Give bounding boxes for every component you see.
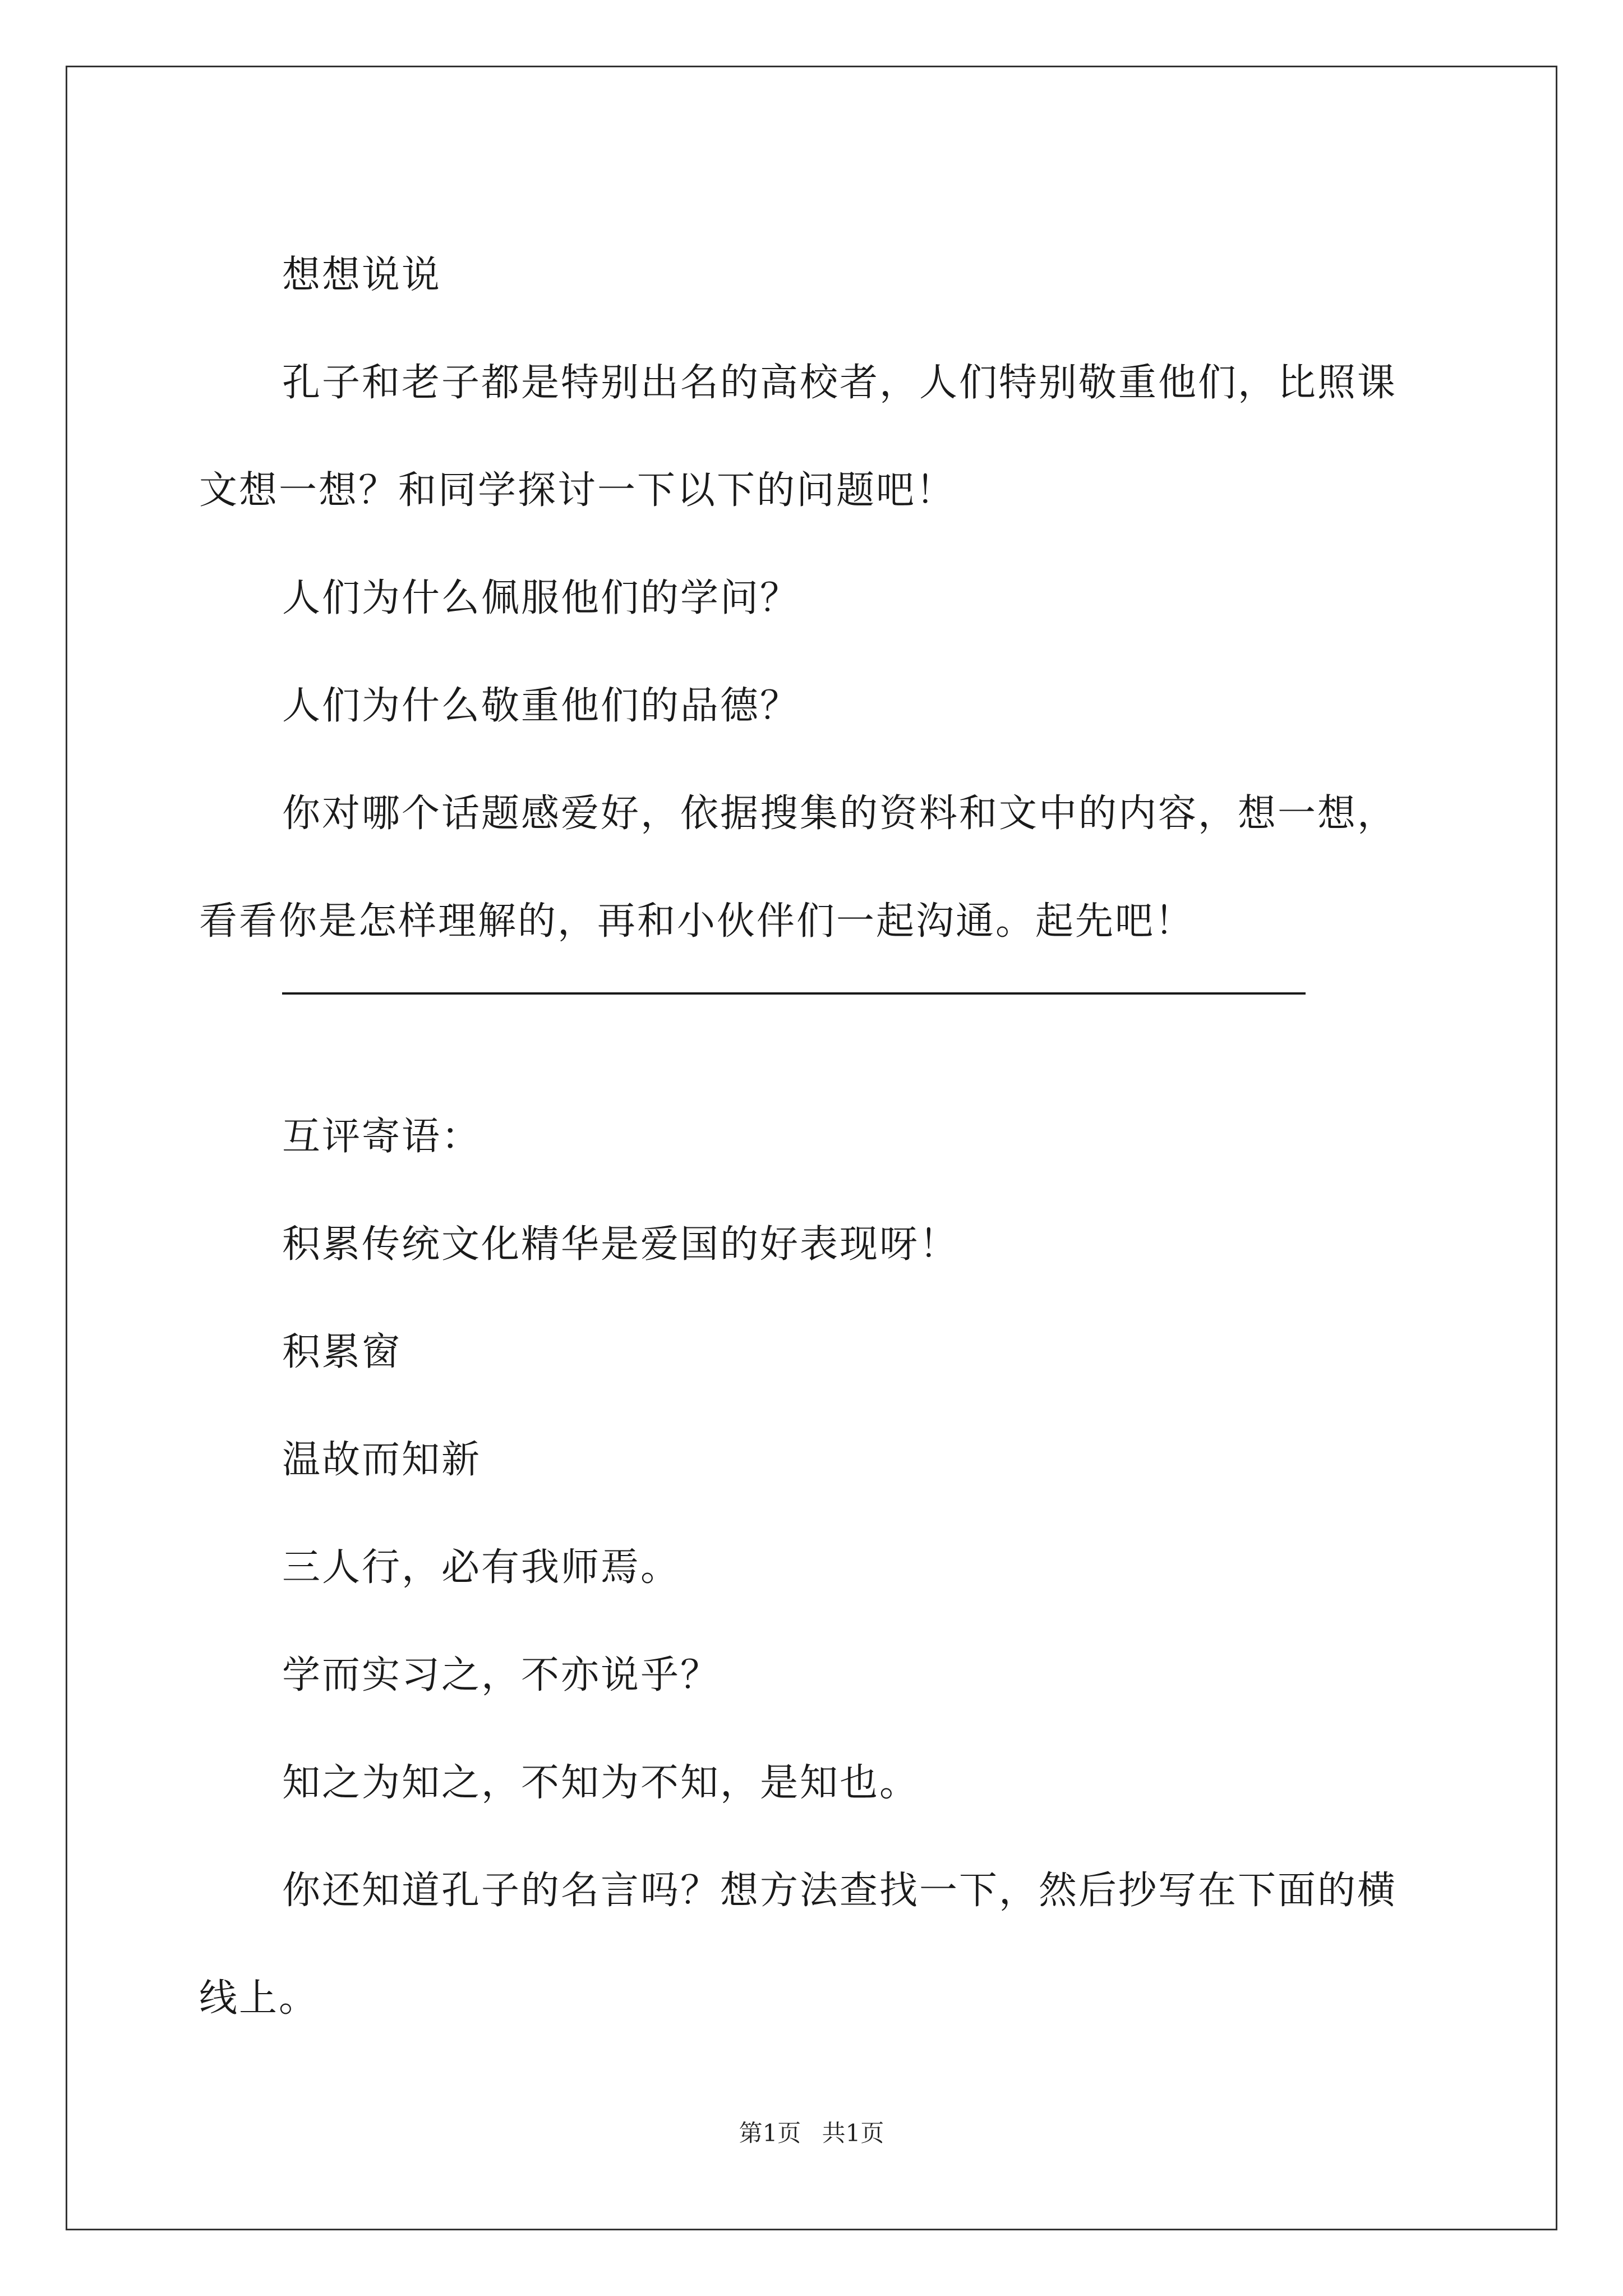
document-body [199,222,1436,2053]
quote-item: 学而实习之，不亦说乎？ [282,1653,721,1697]
question-knowledge: 人们为什么佩服他们的学问？ [282,576,800,620]
divider-spacer [199,976,1436,1083]
section-heading-accumulation: 积累窗 [282,1330,402,1374]
page-number-current: 第1页 [739,2119,801,2147]
quote-item: 知之为知之，不知为不知，是知也。 [282,1761,920,1805]
paragraph-intro: 孔子和老子都是特别出名的高校者，人们特别敬重他们，比照课文想一想？和同学探讨一下以下的问题吧！ [199,361,1398,513]
quote-item: 三人行，必有我师焉。 [282,1545,681,1590]
question-virtue: 人们为什么敬重他们的品德？ [282,684,800,728]
paragraph-discussion: 你对哪个话题感爱好，依据搜集的资料和文中的内容，想一想，看看你是怎样理解的，再和小伙伴们一起沟通。起先吧！ [199,792,1398,944]
section-heading-think-and-talk: 想想说说 [282,253,442,297]
section-heading-peer-comment: 互评寄语： [282,1115,482,1159]
quote-item: 温故而知新 [282,1438,482,1482]
peer-comment-text: 积累传统文化精华是爱国的好表现呀！ [282,1222,960,1267]
paragraph-task: 你还知道孔子的名言吗？想方法查找一下，然后抄写在下面的横线上。 [199,1869,1398,2021]
answer-line [282,992,1306,995]
page-footer [0,2115,1623,2148]
page-number-total: 共1页 [822,2119,884,2147]
